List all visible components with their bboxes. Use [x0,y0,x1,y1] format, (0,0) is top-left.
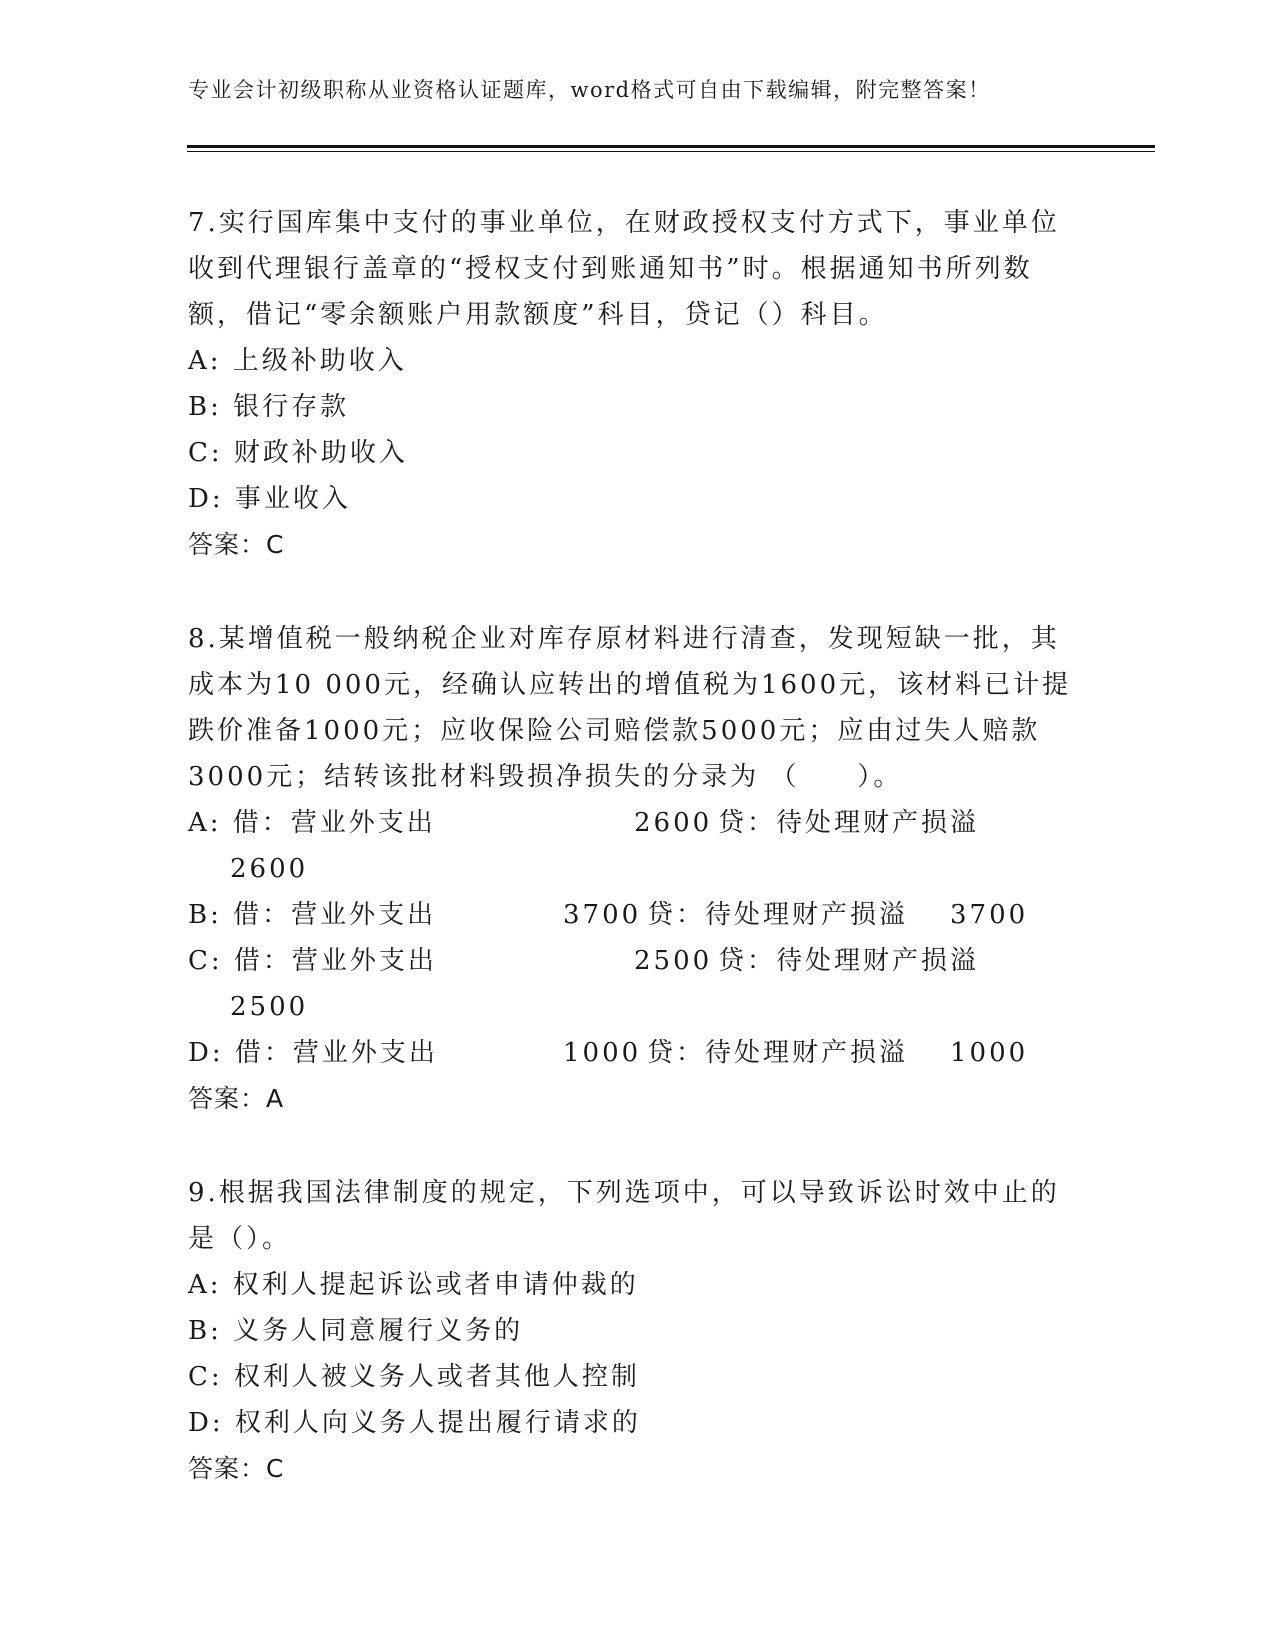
question-stem-line: 收到代理银行盖章的“授权支付到账通知书”时。根据通知书所列数 [188,254,1033,284]
question-7 [188,200,1068,568]
page-header: 专业会计初级职称从业资格认证题库，word格式可自由下载编辑，附完整答案！ [188,78,991,102]
option-a: A: 上级补助收入 [188,346,407,376]
option-c: C: 权利人被义务人或者其他人控制 [188,1362,640,1392]
question-stem-line: 成本为10 000元，经确认应转出的增值税为1600元，该材料已计提 [188,670,1072,700]
question-stem-line: 跌价准备1000元；应收保险公司赔偿款5000元；应由过失人赔款 [188,716,1041,746]
option-a [188,800,1068,846]
question-stem-line: 7.实行国库集中支付的事业单位，在财政授权支付方式下，事业单位 [188,208,1060,238]
option-b: B: 银行存款 [188,392,350,422]
header-rule-thick [187,145,1155,148]
debit-amount: 1000 [563,1038,642,1068]
option-d [188,1030,1068,1076]
credit-amount-wrapped: 2600 [230,854,309,884]
option-a: A: 权利人提起诉讼或者申请仲裁的 [188,1270,639,1300]
debit-amount: 2600 [634,808,713,838]
question-stem-line: 3000元；结转该批材料毁损净损失的分录为 （ ）。 [188,762,903,792]
question-9 [188,1170,1068,1492]
answer: 答案：A [188,1084,285,1113]
option-c [188,938,1068,984]
option-label: D: 借：营业外支出 [188,1038,438,1068]
option-d: D: 事业收入 [188,484,351,514]
credit-amount: 1000 [950,1038,1029,1068]
option-label: A: 借：营业外支出 [188,808,436,838]
question-list [188,200,1072,1492]
debit-amount: 2500 [634,946,713,976]
option-c: C: 财政补助收入 [188,438,408,468]
answer: 答案：C [188,530,285,559]
question-stem-line: 额，借记“零余额账户用款额度”科目，贷记（）科目。 [188,300,888,330]
answer: 答案：C [188,1454,285,1483]
credit-label: 贷：待处理财产损溢 [647,900,909,930]
question-stem-line: 9.根据我国法律制度的规定，下列选项中，可以导致诉讼时效中止的 [188,1178,1060,1208]
credit-amount: 3700 [950,900,1029,930]
credit-label: 贷：待处理财产损溢 [718,946,980,976]
option-b [188,892,1068,938]
question-stem-line: 8.某增值税一般纳税企业对库存原材料进行清查，发现短缺一批，其 [188,624,1060,654]
header-rule-thin [187,151,1155,152]
debit-amount: 3700 [563,900,642,930]
option-label: C: 借：营业外支出 [188,946,437,976]
question-stem-line: 是（）。 [188,1224,292,1254]
question-8 [188,616,1072,1122]
credit-amount-wrapped: 2500 [230,992,309,1022]
option-label: B: 借：营业外支出 [188,900,437,930]
option-b: B: 义务人同意履行义务的 [188,1316,524,1346]
credit-label: 贷：待处理财产损溢 [718,808,980,838]
option-d: D: 权利人向义务人提出履行请求的 [188,1408,641,1438]
credit-label: 贷：待处理财产损溢 [647,1038,909,1068]
